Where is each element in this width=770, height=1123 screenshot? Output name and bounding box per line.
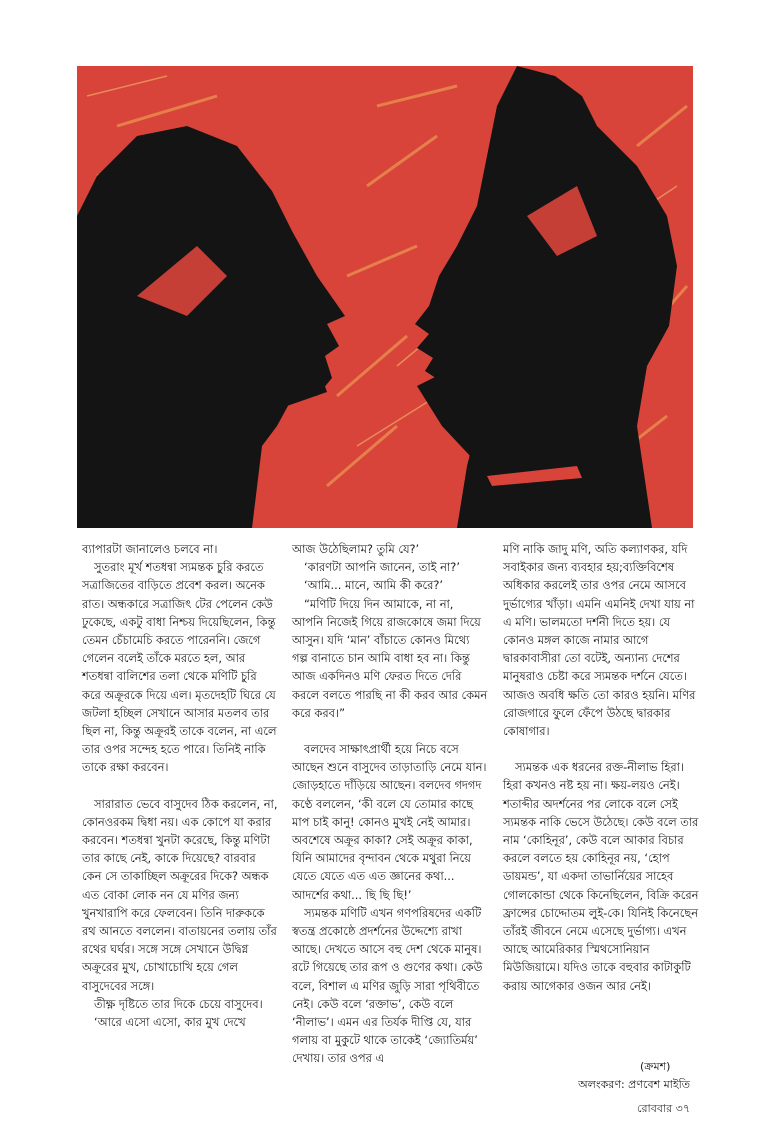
paragraph: সুতরাং মূর্খ শতধন্বা স্যমন্তক চুরি করতে সত্রাজিতের বাড়িতে প্রবেশ করল। অনেক রাত। অন্ধকারে সত্রাজিৎ টের পেলেন কেউ ঢুকেছে, একটু বাধা নিশ্চয় দিয়েছিলেন, কিন্তু তেমন চেঁচামেচি করতে পারেননি। জেগে গেলেন বলেই তাঁকে মরতে হল, আর শতধন্বা বালিশের তলা থেকে মণিটি চুরি করে অক্রূরকে দিয়ে এল। মৃতদেহটি ঘিরে যে জটলা হচ্ছিল সেখানে আসার মতলব তার ছিল না, কিন্তু অক্রূরই তাকে বলেন, না এলে তার ওপর সন্দেহ হতে পারে। তিনিই নাকি তাকে রক্ষা করবেন। <box>82 560 277 775</box>
paragraph: ‘কারণটা আপনি জানেন, তাই না?’ <box>304 560 460 575</box>
continued-marker: (ক্রমশ) <box>640 1060 671 1073</box>
paragraph: সারারাত ভেবে বাসুদেব ঠিক করলেন, না, কোনওরকম দ্বিধা নয়। এক কোপে যা করার করবেন। শতধন্বা খুনটা করেছে, কিন্তু মণিটা তার কাছে নেই, কাকে দিয়েছে? বারবার কেন সে তাকাচ্ছিল অক্রূরের দিকে? অন্ধক এত বোকা লোক নন যে মণির জন্য খুনখারাপি করে ফেলবেন। তিনি দারুককে রথ আনতে বললেন। বাতায়নের তলায় তাঁর রথের ঘর্ঘর। সঙ্গে সঙ্গে সেখানে উদ্বিগ্ন অক্রূরের মুখ, চোখাচোখি হয়ে গেল বাসুদেবের সঙ্গে। <box>82 796 278 993</box>
paragraph: বলদেব সাক্ষাৎপ্রার্থী হয়ে নিচে বসে আছেন শুনে বাসুদেব তাড়াতাড়ি নেমে যান। জোড়হাতে দাঁড়িয়ে আছেন। বলদেব গদগদ কণ্ঠে বললেন, ‘কী বলে যে তোমার কাছে মাপ চাই কানু! কোনও মুখই নেই আমার। অবশেষে অক্রূর কাকা? সেই অক্রূর কাকা, যিনি আমাদের বৃন্দাবন থেকে মথুরা নিয়ে যেতে যেতে এত এত জ্ঞানের কথা... আদর্শের কথা... ছি ছি ছি!’ <box>292 742 487 902</box>
illustration <box>77 66 693 528</box>
text-column-2 <box>292 540 488 1068</box>
paragraph: স্যমন্তক মণিটি এখন গণপরিষদের একটি স্বতন্ত্র প্রকোষ্ঠে প্রদর্শনের উদ্দেশ্যে রাখা আছে। দেখতে আসে বহু দেশ থেকে মানুষ। রটে গিয়েছে তার রূপ ও গুণের কথা। কেউ বলে, বিশাল এ মণির জুড়ি সারা পৃথিবীতে নেই। কেউ বলে ‘রক্তাভ’, কেউ বলে ‘নীলাভ’। এমন এর তির্যক দীপ্তি যে, যার গলায় বা মুকুটে থাকে তাকেই ‘জ্যোতির্ময়’ দেখায়। তার ওপর এ <box>292 905 483 1066</box>
text-column-1 <box>82 540 278 1031</box>
paragraph: ব্যাপারটা জানালেও চলবে না। <box>82 542 218 556</box>
paragraph: ‘আমি... মানে, আমি কী করে?’ <box>304 578 444 593</box>
paragraph: ‘আরে এসো এসো, কার মুখ দেখে <box>94 1015 246 1030</box>
illustration-credit: অলংকরণ: প্রণবেশ মাইতি <box>578 1078 690 1091</box>
paragraph: আজ উঠেছিলাম? তুমি যে?’ <box>292 542 420 556</box>
text-column-3 <box>503 540 699 995</box>
paragraph: “মণিটি দিয়ে দিন আমাকে, না না, আপনি নিজেই গিয়ে রাজকোষে জমা দিয়ে আসুন। যদি ‘মান’ বাঁচাতে কোনও মিথ্যে গল্প বানাতে চান আমি বাধা হব না। কিন্তু আজ একদিনও মণি ফেরত দিতে দেরি করলে বলতে পারছি না কী করব আর কেমন করে করব।” <box>292 596 488 720</box>
page-folio: রোববার ৩৭ <box>637 1102 690 1115</box>
paragraph: তীক্ষ্ণ দৃষ্টিতে তার দিকে চেয়ে বাসুদেব। <box>94 996 263 1011</box>
paragraph: স্যমন্তক এক ধরনের রক্ত-নীলাভ হিরা। হিরা কখনও নষ্ট হয় না। ক্ষয়-লয়ও নেই। শতাব্দীর অদর্শনের পর লোকে বলে সেই স্যমন্তক নাকি ভেসে উঠেছে। কেউ বলে তার নাম ‘কোহিনূর’, কেউ বলে আকার বিচার করলে বলতে হয় কোহিনূর নয়, ‘হোপ ডায়মন্ড’, যা একদা তাভার্নিয়ের সাহেব গোলকোন্ডা থেকে কিনেছিলেন, বিক্রি করেন ফ্রান্সের চোদ্দোতম লুই-কে। যিনিই কিনেছেন তাঁরই জীবনে নেমে এসেছে দুর্ভাগ্য। এখন আছে আমেরিকার স্মিথসোনিয়ান মিউজিয়ামে। যদিও তাকে বহুবার কাটাকুটি করায় আগেকার ওজন আর নেই। <box>503 760 699 993</box>
paragraph: মণি নাকি জাদু মণি, অতি কল্যাণকর, যদি সবাইকার জন্য ব্যবহার হয়;ব্যক্তিবিশেষ অধিকার করলেই তার ওপর নেমে আসবে দুর্ভাগ্যের খাঁড়া। এমনি এমনিই দেখা যায় না এ মণি। ভালমতো দর্শনী দিতে হয়। যে কোনও মঙ্গল কাজে নামার আগে দ্বারকাবাসীরা তো বটেই, অন্যান্য দেশের মানুষরাও চেষ্টা করে স্যমন্তক দর্শনে যেতে। আজও অবধি ক্ষতি তো কারও হয়নি। মণির রোজগারে ফুলে ফেঁপে উঠছে দ্বারকার কোষাগার। <box>503 542 696 739</box>
